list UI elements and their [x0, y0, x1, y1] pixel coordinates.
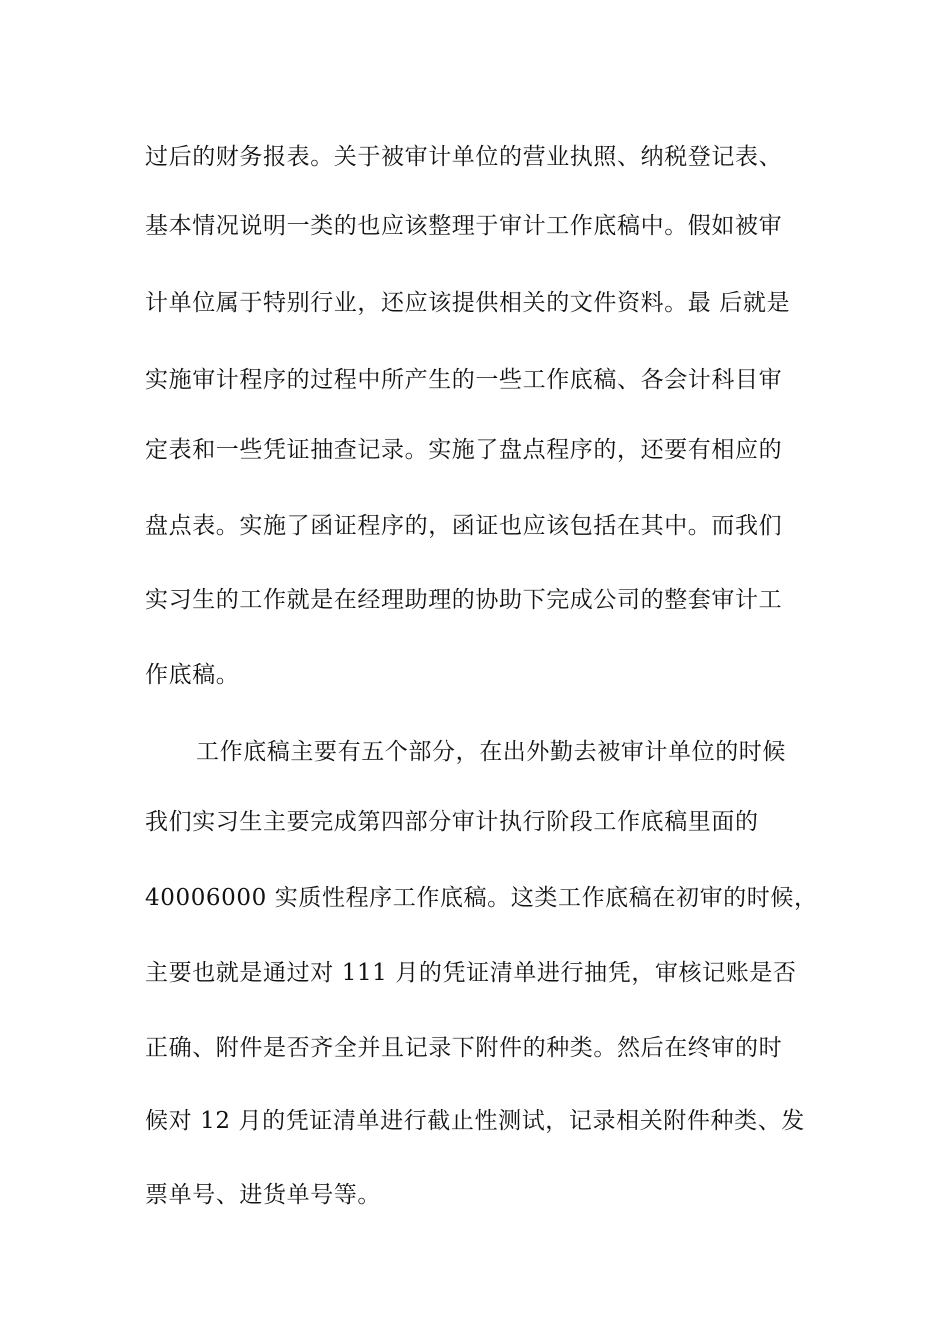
text-line: 候对 12 月的凭证清单进行截止性测试，记录相关附件种类、发: [145, 1108, 805, 1134]
text-line: 基本情况说明一类的也应该整理于审计工作底稿中。假如被审: [145, 213, 783, 239]
text-line: 定表和一些凭证抽查记录。实施了盘点程序的，还要有相应的: [145, 437, 783, 463]
text-line: 40006000 实质性程序工作底稿。这类工作底稿在初审的时候，: [145, 885, 818, 911]
text-line: 主要也就是通过对 111 月的凭证清单进行抽凭，审核记账是否: [145, 960, 797, 986]
text-line: 工作底稿主要有五个部分，在出外勤去被审计单位的时候: [196, 739, 786, 765]
text-line: 我们实习生主要完成第四部分审计执行阶段工作底稿里面的: [145, 809, 759, 835]
text-line: 作底稿。: [145, 662, 240, 688]
text-line: 票单号、进货单号等。: [145, 1182, 381, 1208]
text-line: 正确、附件是否齐全并且记录下附件的种类。然后在终审的时: [145, 1035, 783, 1061]
text-line: 过后的财务报表。关于被审计单位的营业执照、纳税登记表、: [145, 144, 783, 170]
text-line: 实施审计程序的过程中所产生的一些工作底稿、各会计科目审: [145, 367, 783, 393]
text-line: 盘点表。实施了函证程序的，函证也应该包括在其中。而我们: [145, 513, 783, 539]
text-line: 计单位属于特别行业，还应该提供相关的文件资料。最 后就是: [145, 290, 791, 316]
text-line: 实习生的工作就是在经理助理的协助下完成公司的整套审计工: [145, 587, 783, 613]
